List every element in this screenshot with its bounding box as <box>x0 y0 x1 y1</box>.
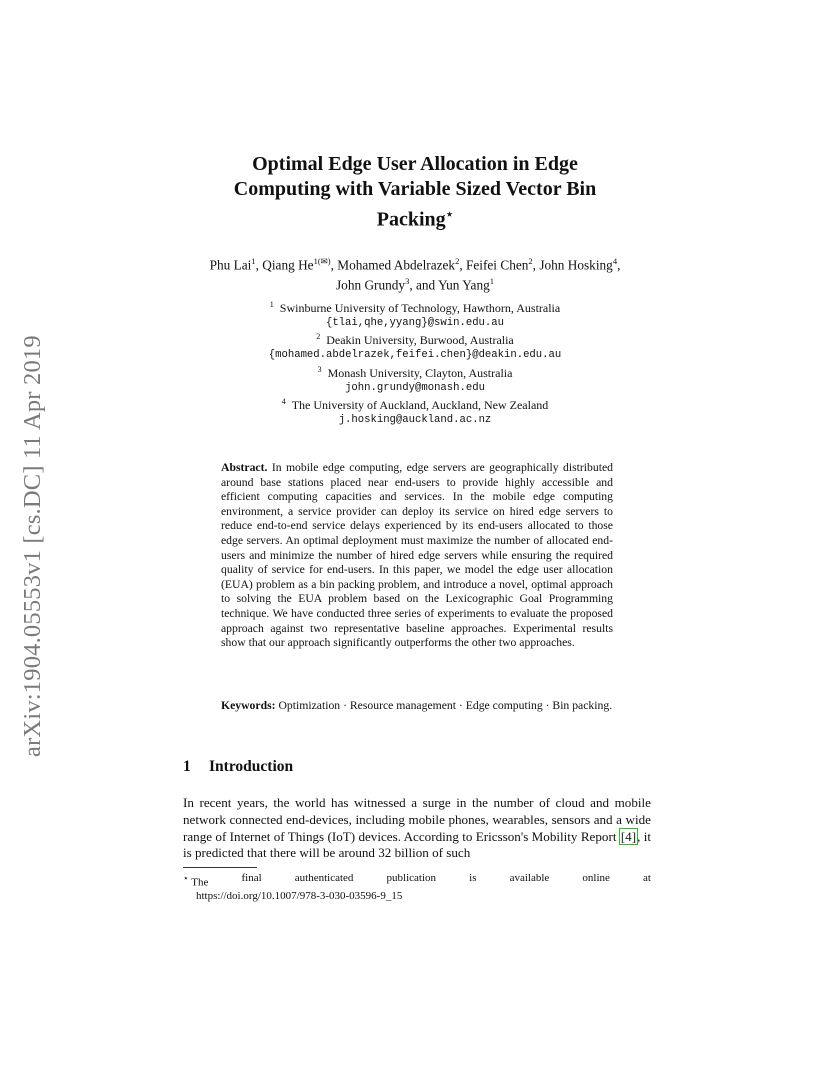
footnote-word: final <box>241 872 262 884</box>
affiliation-name: Monash University, Clayton, Australia <box>327 365 513 380</box>
footnote-word-text: The <box>191 876 209 889</box>
footnote-word: authenticated <box>294 872 354 884</box>
affiliation <box>170 395 660 413</box>
title-line-3-text: Packing <box>376 208 446 231</box>
author-line-2 <box>160 273 670 293</box>
author-sep: , <box>617 257 621 273</box>
footnote-mark: ⋆ <box>183 873 189 883</box>
footnote-word: publication <box>386 872 437 884</box>
author-name: Feifei Chen <box>465 257 529 273</box>
author-sep: , <box>532 257 540 273</box>
author-affil: 1(✉) <box>313 256 331 266</box>
title-line-1: Optimal Edge User Allocation in Edge <box>252 153 578 175</box>
arxiv-identifier <box>19 287 69 757</box>
footnote-word: is <box>469 872 477 884</box>
footnote-divider <box>183 867 257 868</box>
section-number: 1 <box>183 758 191 775</box>
author-affil: 3 <box>405 276 410 287</box>
keywords-label: Keywords: <box>221 699 276 712</box>
author-affil: 1 <box>251 256 256 266</box>
affiliation-email: john.grundy@monash.edu <box>345 381 485 394</box>
affiliation <box>170 363 660 381</box>
intro-text-after: , it is predicted that there will be around 32 billion of such <box>183 828 651 861</box>
title-line-2: Computing with Variable Sized Vector Bin <box>233 178 597 200</box>
affiliation-email: j.hosking@auckland.ac.nz <box>338 413 492 426</box>
author-name: Yun Yang <box>438 277 490 293</box>
author-affil: 2 <box>455 256 460 266</box>
abstract <box>221 461 613 651</box>
affiliation-name: Swinburne University of Technology, Hawthorn, Australia <box>279 301 561 315</box>
affiliation-name: Deakin University, Burwood, Australia <box>326 333 514 348</box>
footnote <box>183 872 651 904</box>
footnote-word <box>183 872 208 890</box>
author-affil: 2 <box>528 256 533 266</box>
affiliation <box>170 298 660 316</box>
affiliation-name: The University of Auckland, Auckland, New Zealand <box>291 398 549 413</box>
arxiv-id-text: arXiv:1904.05553v1 [cs.DC] 11 Apr 2019 <box>19 335 46 757</box>
affiliation-email: {tlai,qhe,yyang}@swin.edu.au <box>325 316 504 329</box>
author-sep: , <box>255 257 263 273</box>
paper-title <box>150 152 680 233</box>
author-name: Phu Lai <box>209 257 252 273</box>
abstract-text: In mobile edge computing, edge servers are geographically distributed around base stations placed near end-users to provide highly accessible and efficient computing capacities and services. In the mobile edge computing environment, a service provider can deploy its service on hired edge servers to reduce end-to-end service delays experienced by its end-users allocated to those edge servers. An optimal deployment must maximize the number of allocated end-users and minimize the number of hired edge servers while ensuring the required quality of service for end-users. In this paper, we model the edge user allocation (EUA) problem as a bin packing problem, and introduce a novel, optimal approach to solving the EUA problem based on the Lexicographic Goal Programming technique. We have conducted three series of experiments to evaluate the proposed approach against two representative baseline approaches. Experimental results show that our approach significantly outperforms the other two approaches. <box>221 461 614 650</box>
title-line-3 <box>150 202 680 233</box>
author-affil: 1 <box>489 276 494 287</box>
affiliation-number: 4 <box>281 397 286 407</box>
intro-text-before: In recent years, the world has witnessed a surge in the number of cloud and mobile network connected end-devices, including mobile phones, wearables, sensors and a wide range of Internet of Things (IoT) devices. According to Ericsson's Mobility Report <box>183 795 651 844</box>
footnote-url[interactable]: https://doi.org/10.1007/978-3-030-03596-9_15 <box>196 890 403 903</box>
section-title: Introduction <box>209 758 294 775</box>
author-sep: , and <box>409 277 439 293</box>
title-footnote-mark: ⋆ <box>445 207 454 221</box>
author-name: Qiang He <box>262 257 314 273</box>
footnote-word: online <box>582 872 610 884</box>
affiliation-number: 1 <box>269 300 274 309</box>
keywords <box>221 699 613 714</box>
author-list <box>160 253 670 294</box>
abstract-label: Abstract. <box>221 461 268 474</box>
affiliation-number: 3 <box>317 364 322 374</box>
footnote-word: at <box>643 872 651 884</box>
author-affil: 4 <box>612 256 618 266</box>
affiliation-number: 2 <box>316 332 321 342</box>
introduction-paragraph <box>183 795 651 862</box>
author-sep: , <box>459 257 466 273</box>
author-line-1 <box>160 253 670 273</box>
section-heading <box>183 758 293 776</box>
footnote-line-1 <box>183 872 651 890</box>
affiliation-email: {mohamed.abdelrazek,feifei.chen}@deakin.edu.au <box>268 349 562 362</box>
author-name: Mohamed Abdelrazek <box>337 257 456 273</box>
keywords-text: Optimization · Resource management · Edge computing · Bin packing. <box>278 699 613 712</box>
author-name: John Hosking <box>539 257 613 273</box>
author-name: John Grundy <box>336 277 406 293</box>
footnote-word: available <box>509 872 550 884</box>
affiliation-list <box>170 298 660 428</box>
citation-link[interactable]: [4] <box>620 828 637 844</box>
affiliation <box>170 330 660 348</box>
author-sep: , <box>330 257 338 273</box>
